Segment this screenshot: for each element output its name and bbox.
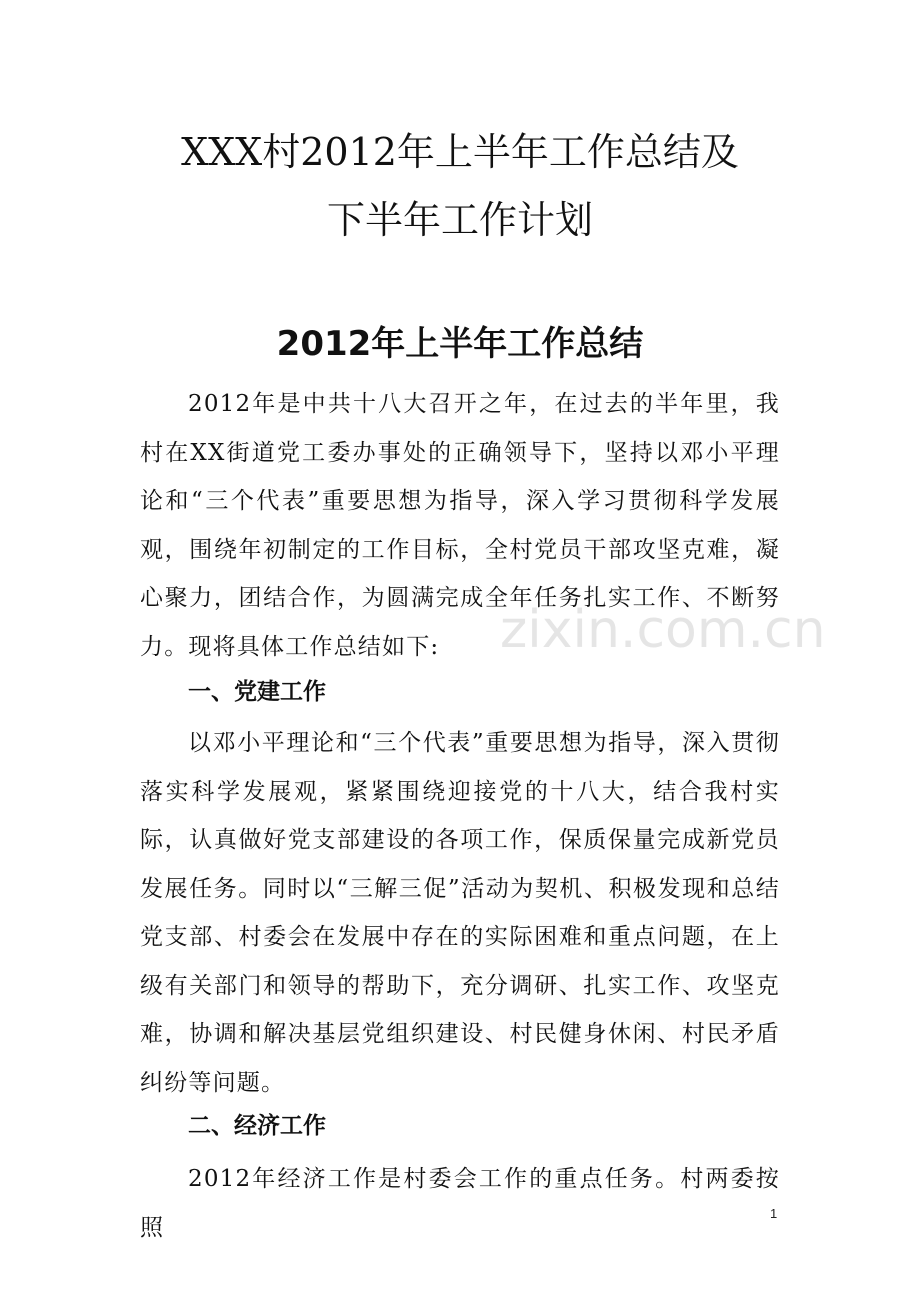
section-title: 2012年上半年工作总结 [276,324,644,364]
party-building-paragraph: 以邓小平理论和“三个代表”重要思想为指导，深入贯彻落实科学发展观，紧紧围绕迎接党的十八大，结合我村实际，认真做好党支部建设的各项工作，保质保量完成新党员发展任务。同时以“三解三促”活动为契机、积极发现和总结党支部、村委会在发展中存在的实际困难和重点问题，在上级有关部门和领导的帮助下，充分调研、扎实工作、攻坚克难，协调和解决基层党组织建设、村民健身休闲、村民矛盾纠纷等问题。 [140,730,780,1096]
intro-paragraph: 2012年是中共十八大召开之年，在过去的半年里，我村在XX街道党工委办事处的正确领导下，坚持以邓小平理论和“三个代表”重要思想为指导，深入学习贯彻科学发展观，围绕年初制定的工作目标，全村党员干部攻坚克难，凝心聚力，团结合作，为圆满完成全年任务扎实工作、不断努力。现将具体工作总结如下: [140,391,780,660]
page-number: 1 [770,1206,778,1221]
economic-work-paragraph: 2012年经济工作是村委会工作的重点任务。村两委按照 [140,1166,780,1241]
heading-party-building: 一、党建工作 [188,679,326,705]
heading-economic-work: 二、经济工作 [188,1113,326,1139]
document-title-line-2: 下半年工作计划 [326,198,593,242]
watermark: zixin.com.cn [500,600,826,660]
document-title-line-1: XXX村2012年上半年工作总结及 [181,130,739,174]
